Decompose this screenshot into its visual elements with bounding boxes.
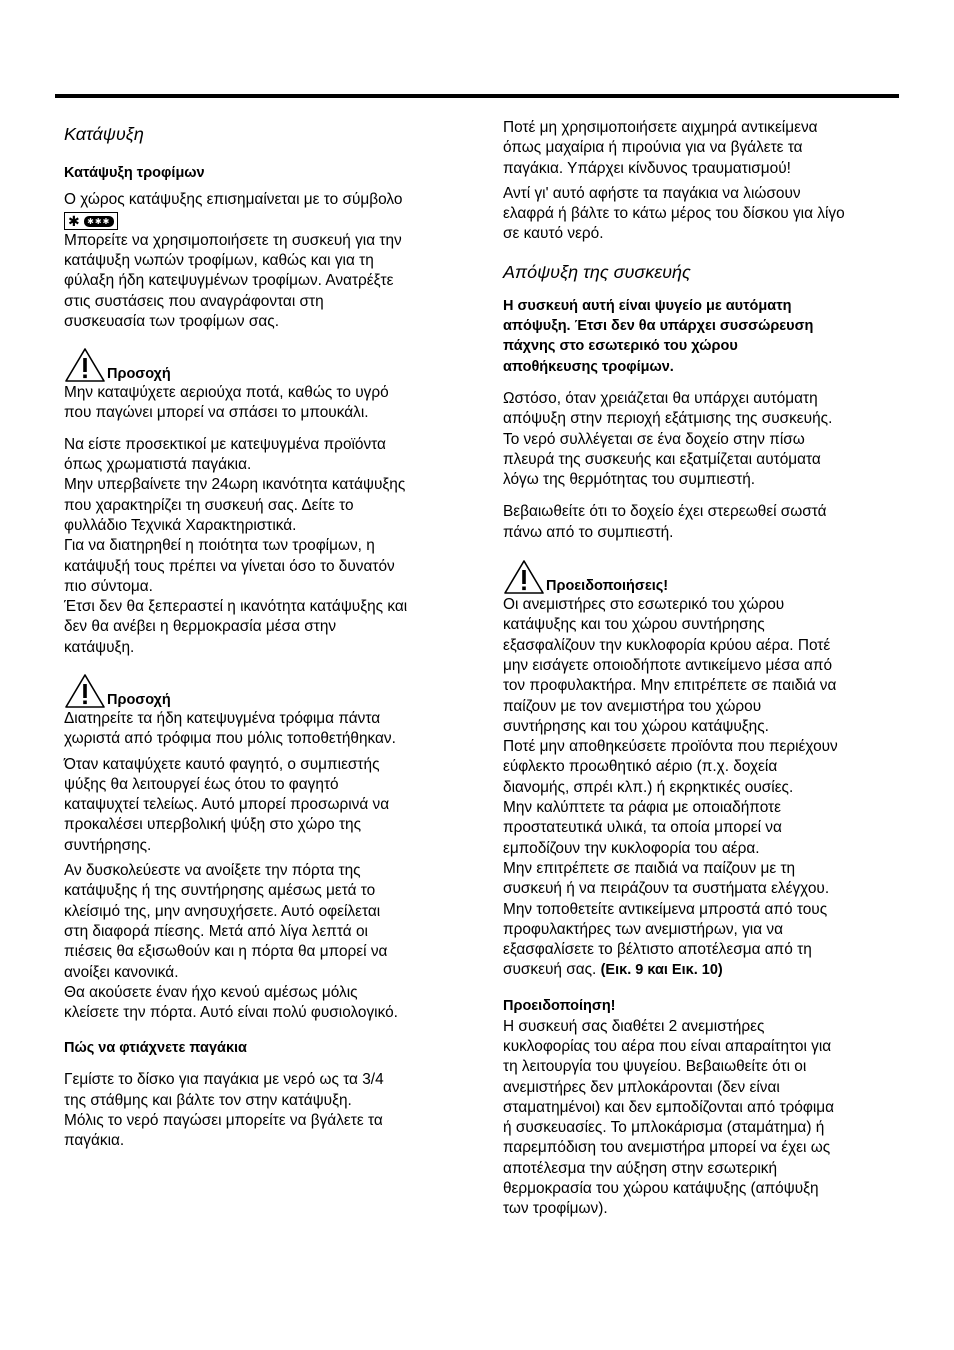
text-line: στη διαφορά πίεσης. Μετά από λίγα λεπτά οι	[64, 922, 368, 940]
text-line: πιο σύντομα.	[64, 577, 153, 595]
text-line: Ωστόσο, όταν χρειάζεται θα υπάρχει αυτόματη	[503, 389, 818, 407]
text-line: συντήρησης.	[64, 836, 152, 854]
text-line: Μόλις το νερό παγώσει μπορείτε να βγάλετε τα	[64, 1112, 383, 1130]
paragraph-freezer-symbol	[64, 190, 462, 231]
text-line: Το νερό συλλέγεται σε ένα δοχείο στην πίσω	[503, 430, 805, 448]
paragraph-separate-foods	[64, 709, 462, 750]
warning-label: Προσοχή	[107, 366, 171, 383]
text-line: προφυλακτήρες των ανεμιστήρων, για να	[503, 920, 783, 938]
text-line: θερμοκρασία του χώρου κατάψυξης (απόψυξη	[503, 1180, 819, 1198]
text-line: Θα ακούσετε έναν ήχο κενού αμέσως μόλις	[64, 983, 358, 1001]
section-heading-freezing: Κατάψυξη	[64, 124, 144, 144]
text-line: αποθήκευσης τροφίμων.	[503, 358, 674, 375]
text-line: αποτέλεσμα την αύξηση στην εσωτερική	[503, 1159, 778, 1177]
paragraph-auto-defrost	[503, 296, 901, 377]
figure-reference: (Εικ. 9 και Εικ. 10)	[600, 962, 723, 979]
text-line: ανεμιστήρες δεν μπλοκάρονται (δεν είναι	[503, 1078, 780, 1096]
warning-label: Προσοχή	[107, 692, 171, 708]
paragraph-capacity	[64, 435, 462, 658]
paragraph-sharp-objects	[503, 118, 901, 179]
text-line: Βεβαιωθείτε ότι το δοχείο έχει στερεωθεί σωστά	[503, 503, 827, 521]
warning-triangle-icon	[64, 347, 106, 383]
text-line: Έτσι δεν θα ξεπεραστεί η ικανότητα κατάψυξης και	[64, 598, 408, 616]
paragraph-container	[503, 502, 901, 543]
text-line: λόγω της θερμότητας του συμπιεστή.	[503, 471, 756, 489]
text-line: Οι ανεμιστήρες στο εσωτερικό του χώρου	[503, 596, 785, 614]
text-line: όπως μαχαίρια ή πιρούνια για να βγάλετε τα	[503, 139, 803, 157]
text-line: Μην επιτρέπετε σε παιδιά να παίζουν με τη	[503, 859, 796, 877]
text-line: κατάψυξης ή της συντήρησης αμέσως μετά το	[64, 882, 376, 900]
paragraph-fans	[503, 595, 901, 981]
text-line: πάχνης στο εσωτερικό του χώρου	[503, 338, 738, 355]
text-line: Αν δυσκολεύεστε να ανοίξετε την πόρτα της	[64, 862, 361, 880]
text-line: που χαρακτηρίζει τη συσκευή σας. Δείτε το	[64, 496, 354, 514]
text-line: Μην καλύπτετε τα ράφια με οποιαδήποτε	[503, 799, 781, 817]
text-line: προστατευτικά υλικά, τα οποία μπορεί να	[503, 819, 782, 837]
text-line: ψύξης θα λειτουργεί έως ότου το φαγητό	[64, 775, 339, 793]
text-line: ανοίξει κανονικά.	[64, 963, 179, 981]
text-line: Γεμίστε το δίσκο για παγάκια με νερό ως τα 3/4	[64, 1071, 384, 1089]
left-column	[64, 120, 462, 1152]
text-line: παγάκια. Υπάρχει κίνδυνος τραυματισμού!	[503, 159, 791, 177]
text-line: μην εισάγετε οποιοδήποτε αντικείμενο μέσα από	[503, 656, 833, 674]
text-line: κατάψυξη.	[64, 638, 135, 656]
text-line: Ποτέ μη χρησιμοποιήσετε αιχμηρά αντικείμενα	[503, 119, 818, 136]
text-line: όπως χρωματιστά παγάκια.	[64, 456, 252, 474]
paragraph-fan-blocking	[503, 1017, 901, 1220]
text-line: που παγώνει μπορεί να σπάσει το μπουκάλι.	[64, 404, 369, 422]
text-line: εύφλεκτο προωθητικό αέριο (π.χ. δοχεία	[503, 758, 778, 776]
paragraph-melt-ice	[503, 184, 901, 245]
text-line: της στάθμης και βάλτε τον στην κατάψυξη.	[64, 1091, 352, 1109]
text-line: κατάψυξή τους πρέπει να γίνεται όσο το δυνατόν	[64, 557, 395, 575]
paragraph-carbonated	[64, 383, 462, 424]
text-line: κλείσιμό της, μην ανησυχήσετε. Αυτό οφείλεται	[64, 902, 381, 920]
paragraph-ice-tray	[64, 1070, 462, 1151]
text-line: συσκευασία των τροφίμων σας.	[64, 312, 279, 330]
text-line: εμποδίζουν την κυκλοφορία του αέρα.	[503, 839, 760, 857]
text-line: πιέσεις θα εξισωθούν και η πόρτα θα μπορεί να	[64, 943, 388, 961]
text-line: παρεμπόδιση του ανεμιστήρα μπορεί να έχει ως	[503, 1139, 831, 1157]
text-line: κλείσετε την πόρτα. Αυτό είναι πολύ φυσιολογικό.	[64, 1004, 398, 1022]
text-line: Μην υπερβαίνετε την 24ωρη ικανότητα κατάψυξης	[64, 476, 406, 494]
text-line: σταματημένοι) και δεν εμποδίζονται από τρόφιμα	[503, 1098, 835, 1116]
text-line: συντήρησης και του χώρου κατάψυξης.	[503, 717, 769, 735]
text-line-figure-ref	[503, 960, 901, 980]
text-line: τη λειτουργία του ψυγείου. Βεβαιωθείτε ότι οι	[503, 1058, 807, 1076]
text-line: Μπορείτε να χρησιμοποιήσετε τη συσκευή για την	[64, 231, 402, 249]
text-line: τον προφυλακτήρα. Μην επιτρέπετε σε παιδιά να	[503, 677, 837, 695]
text-line: φύλαξη ήδη κατεψυγμένων τροφίμων. Ανατρέξτε	[64, 272, 394, 290]
text-line: κατάψυξης και του χώρου συντήρησης	[503, 616, 765, 634]
text-line: Όταν καταψύχετε καυτό φαγητό, ο συμπιεστής	[64, 755, 380, 773]
text-line: Αντί γι' αυτό αφήστε τα παγάκια να λιώσουν	[503, 184, 801, 202]
text-line: διανομής, σπρέι κλπ.) ή εκρηκτικές ουσίες.	[503, 778, 794, 796]
text-line: κατάψυξη νωπών τροφίμων, καθώς και για τη	[64, 251, 374, 269]
paragraph-evaporation	[503, 389, 901, 490]
text-line: Η συσκευή αυτή είναι ψυγείο με αυτόματη	[503, 297, 792, 314]
text-fragment: συσκευή σας.	[503, 961, 601, 979]
freezer-four-star-symbol-icon: ✱ ✱✱✱	[64, 212, 118, 230]
text-line: χωριστά από τρόφιμα που μόλις τοποθετήθηκαν.	[64, 730, 396, 748]
section-heading-defrosting: Απόψυξη της συσκευής	[503, 261, 691, 282]
paragraph-usage	[64, 231, 462, 332]
text-line: παίζουν με τον ανεμιστήρα του χώρου	[503, 697, 762, 715]
text-line: παγάκια.	[64, 1132, 125, 1150]
text-line: Μην τοποθετείτε αντικείμενα μπροστά από τους	[503, 900, 828, 918]
text-line: Η συσκευή σας διαθέτει 2 ανεμιστήρες	[503, 1017, 765, 1035]
subheading-freezing-food: Κατάψυξη τροφίμων	[64, 165, 205, 181]
text-line: συσκευή ή να πειράζουν τα συστήματα ελέγχου.	[503, 880, 830, 898]
text-line: εξασφαλίζουν την κυκλοφορία κρύου αέρα. Ποτέ	[503, 636, 831, 654]
text-line: των τροφίμων).	[503, 1200, 608, 1218]
text-line: καταψυχτεί τελείως. Αυτό μπορεί προσωρινά να	[64, 796, 390, 814]
warning-triangle-icon	[64, 673, 106, 709]
text-line: Ο χώρος κατάψυξης επισημαίνεται με το σύμβολο	[64, 191, 403, 208]
text-line: εξασφαλίσετε το βέλτιστο αποτέλεσμα από τη	[503, 941, 812, 959]
text-line: κυκλοφορίας του αέρα που είναι απαραίτητοι για	[503, 1037, 832, 1055]
top-rule	[55, 94, 899, 98]
subheading-ice-cubes: Πώς να φτιάχνετε παγάκια	[64, 1040, 247, 1057]
warning-notice-2	[64, 671, 462, 709]
text-line: φυλλάδιο Τεχνικά Χαρακτηριστικά.	[64, 516, 297, 534]
warning-triangle-icon	[503, 559, 545, 595]
text-line: πάνω από το συμπιεστή.	[503, 523, 674, 541]
warning-label: Προειδοποιήσεις!	[546, 578, 669, 595]
subheading-warning: Προειδοποίηση!	[503, 997, 616, 1014]
text-line: Να είστε προσεκτικοί με κατεψυγμένα προϊόντα	[64, 435, 386, 453]
text-line: απόψυξη στην περιοχή εξάτμισης της συσκευής.	[503, 410, 833, 428]
right-column	[503, 118, 901, 1220]
paragraph-hot-food	[64, 755, 462, 856]
warning-notice-1	[64, 345, 462, 383]
text-line: Διατηρείτε τα ήδη κατεψυγμένα τρόφιμα πάντα	[64, 710, 381, 727]
text-line: στις συστάσεις που αναγράφονται στη	[64, 292, 324, 310]
text-line: πλευρά της συσκευής και εξατμίζεται αυτόματα	[503, 450, 821, 468]
text-line: Για να διατηρηθεί η ποιότητα των τροφίμων, η	[64, 537, 375, 555]
text-line: σε καυτό νερό.	[503, 225, 604, 243]
text-line: απόψυξη. Έτσι δεν θα υπάρχει συσσώρευση	[503, 318, 814, 335]
paragraph-door-pressure	[64, 861, 462, 1023]
text-line: δεν θα ανέβει η θερμοκρασία μέσα στην	[64, 618, 337, 636]
text-line: προκαλέσει υπερβολική ψύξη στο χώρο της	[64, 816, 362, 834]
text-line: Ποτέ μην αποθηκεύσετε προϊόντα που περιέχουν	[503, 738, 838, 756]
warning-notice-3	[503, 557, 901, 595]
text-line: ή συσκευασίες. Το μπλοκάρισμα (σταμάτημα) ή	[503, 1119, 825, 1137]
text-line: ελαφρά ή βάλτε το κάτω μέρος του δίσκου για λίγο	[503, 205, 845, 223]
text-line: Μην καταψύχετε αεριούχα ποτά, καθώς το υγρό	[64, 384, 389, 402]
